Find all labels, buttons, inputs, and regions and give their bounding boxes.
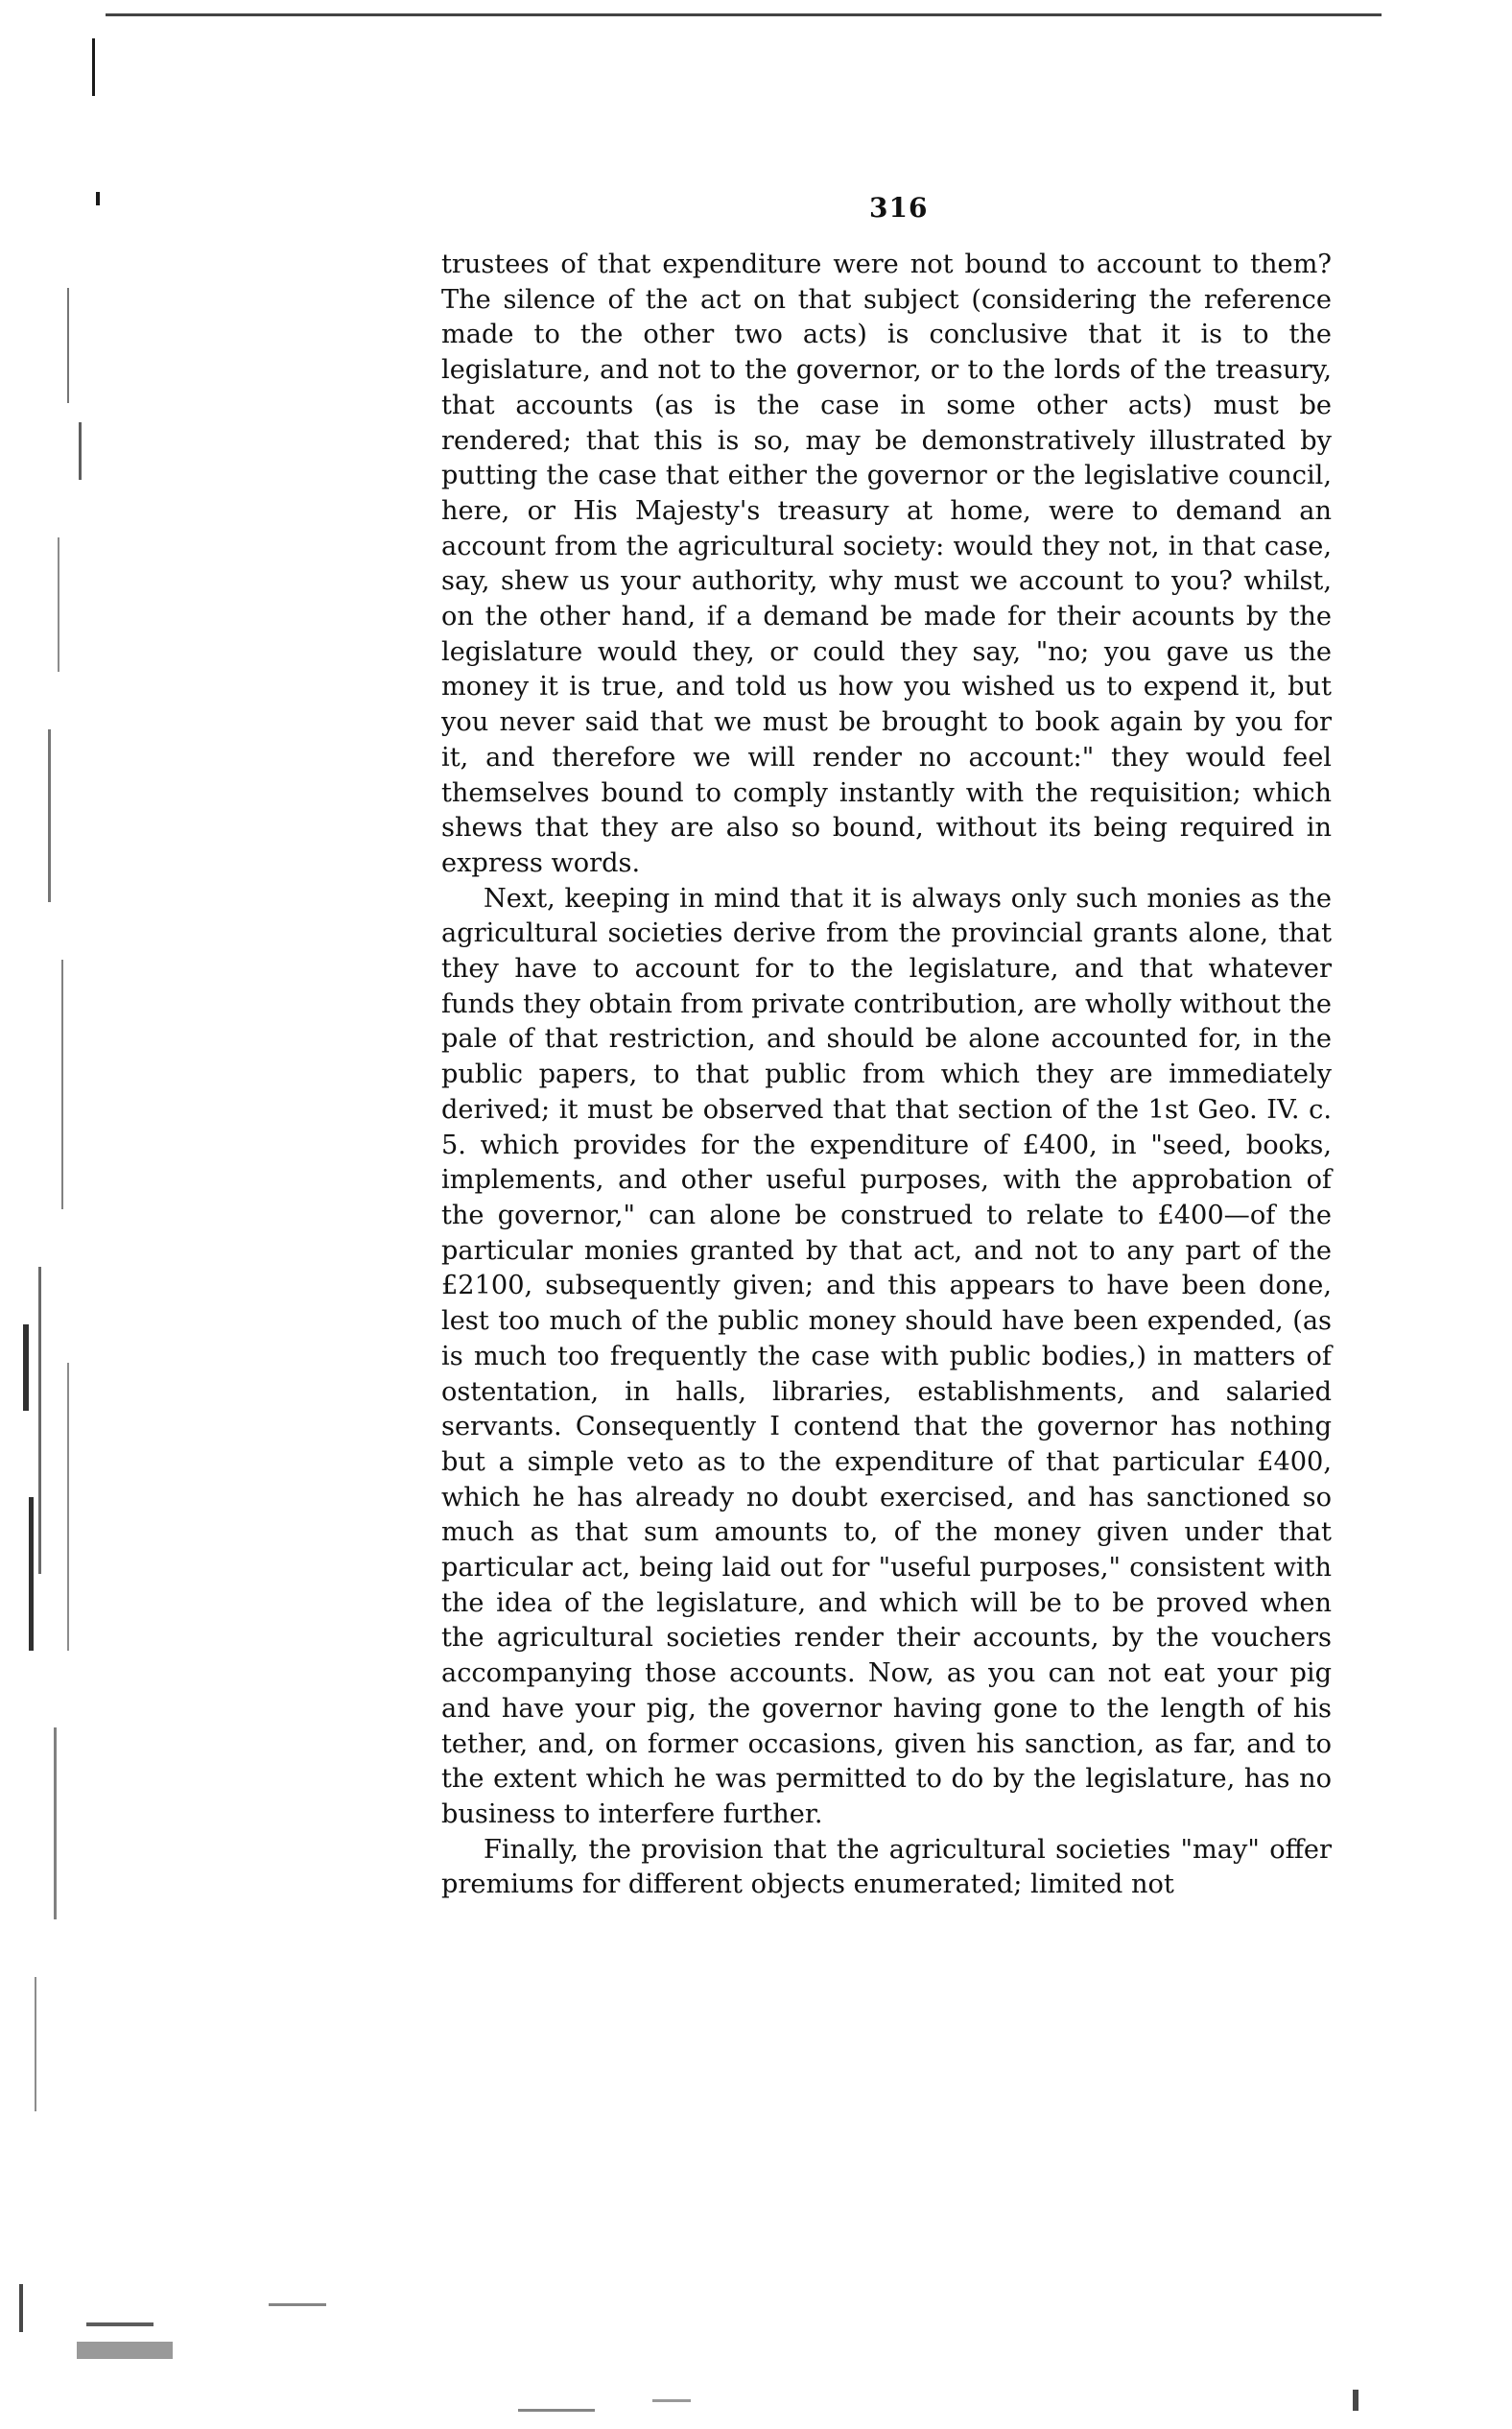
body-text: [441, 248, 1332, 1903]
scan-gutter-marks: [0, 0, 144, 2429]
paragraph-3: Finally, the provision that the agricultural societies "may" offer premiums for different objects enumerated; limited not: [441, 1834, 1332, 1900]
page-number: 316: [869, 192, 929, 224]
top-edge-rule: [106, 13, 1382, 16]
scan-footer-marks: [77, 2284, 1420, 2418]
paragraph-1: trustees of that expenditure were not bound to account to them? The silence of the act on that subject (considering the reference made to the other two acts) is conclusive that it is to the legislature, and not to the governor, or to the lords of the treasury, that accounts (as is the case in some other acts) must be rendered; that this is so, may be demonstratively illustrated by putting the case that either the governor or the legislative council, here, or His Majesty's treasury at home, were to demand an account from the agricultural society: would they not, in that case, say, shew us your authority, why must we account to you? whilst, on the other hand, if a demand be made for their acounts by the legislature would they, or could they say, "no; you gave us the money it is true, and told us how you wished us to expend it, but you never said that we must be brought to book again by you for it, and therefore we will render no account:" they would feel themselves bound to comply instantly with the requisition; which shews that they are also so bound, without its being required in express words.: [441, 250, 1332, 878]
paragraph-2: Next, keeping in mind that it is always only such monies as the agricultural societies derive from the provincial grants alone, that they have to account for to the legislature, and that whatever funds they obtain from private contribution, are wholly without the pale of that restriction, and should be alone accounted for, in the public papers, to that public from which they are immediately derived; it must be observed that that section of the 1st Geo. IV. c. 5. which provides for the expenditure of £400, in "seed, books, implements, and other useful purposes, with the approbation of the governor," can alone be construed to relate to £400—of the particular monies granted by that act, and not to any part of the £2100, subsequently given; and this appears to have been done, lest too much of the public money should have been expended, (as is much too frequently the case with public bodies,) in matters of ostentation, in halls, libraries, establishments, and salaried servants. Consequently I contend that the governor has nothing but a simple veto as to the expenditure of that particular £400, which he has already no doubt exercised, and has sanctioned so much as that sum amounts to, of the money given under that particular act, being laid out for "useful purposes," consistent with the idea of the legislature, and which will be to be proved when the agricultural societies render their accounts, by the vouchers accompanying those accounts. Now, as you can not eat your pig and have your pig, the governor having gone to the length of his tether, and, on former occasions, given his sanction, as far, and to the extent which he was permitted to do by the legislature, has no business to interfere further.: [441, 883, 1332, 1829]
